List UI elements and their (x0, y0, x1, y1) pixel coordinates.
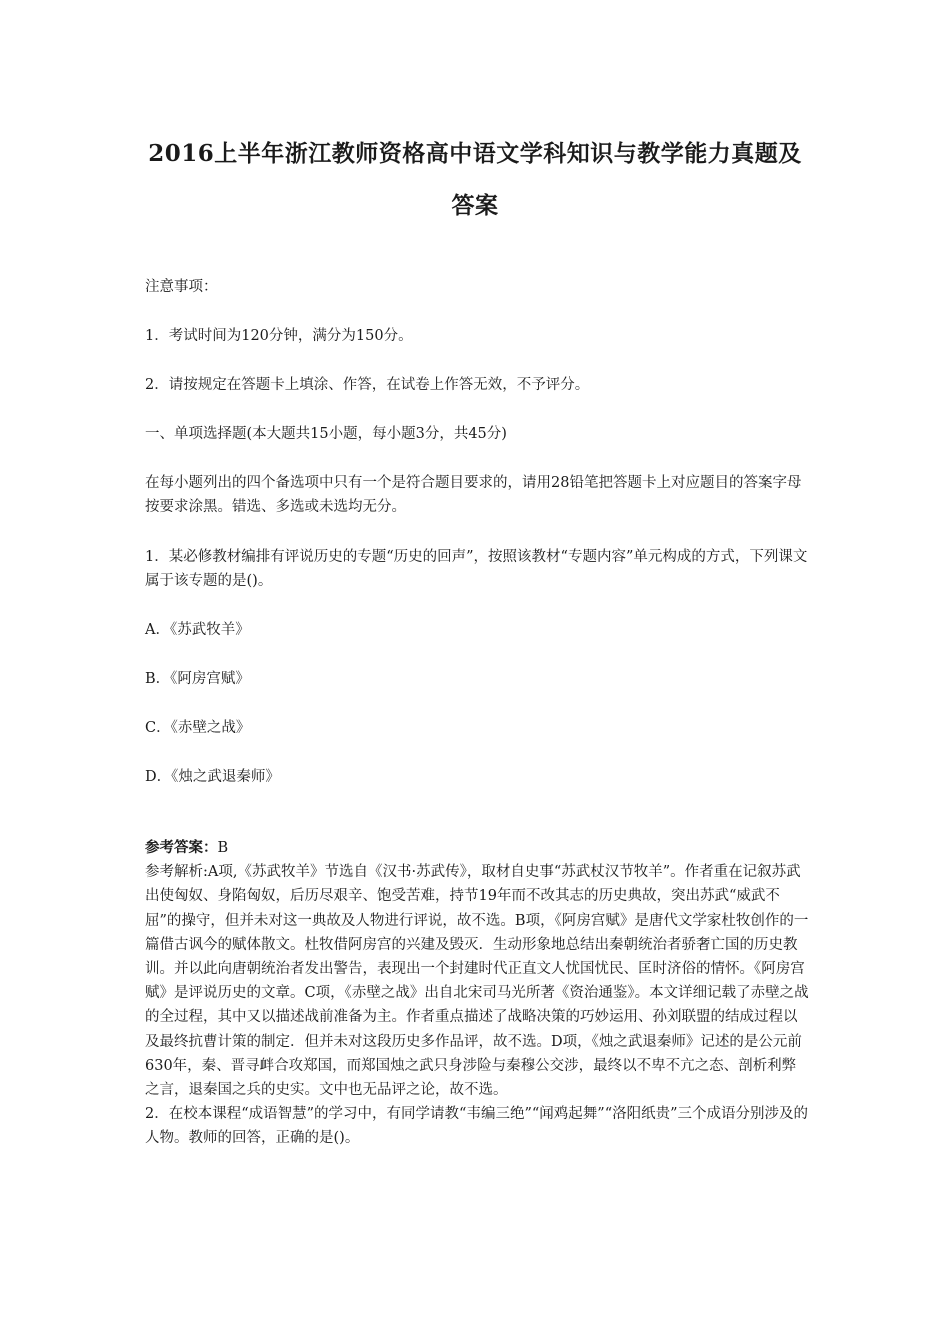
answer-block (145, 836, 810, 1151)
notice-heading: 注意事项： (145, 279, 218, 295)
option-b: B．《阿房宫赋》 (145, 671, 250, 687)
answer-explanation: 参考解析:A项,《苏武牧羊》节选自《汉书·苏武传》，取材自史事“苏武杖汉节牧羊”。作者重在记叙苏武出使匈奴、身陷匈奴，后历尽艰辛、饱受苦难，持节19年而不改其志的历史典故，突出苏武“威武不屈”的操守，但并未对这一典故及人物进行评说，故不选。B项，《阿房宫赋》是唐代文学家杜牧创作的一篇借古讽今的赋体散文。杜牧借阿房宫的兴建及毁灭．生动形象地总结出秦朝统治者骄奢亡国的历史教训。并以此向唐朝统治者发出警告，表现出一个封建时代正直文人忧国忧民、匡时济俗的情怀。《阿房宫赋》是评说历史的文章。C项，《赤壁之战》出自北宋司马光所著《资治通鉴》。本文详细记载了赤壁之战的全过程，其中又以描述战前准备为主。作者重点描述了战略决策的巧妙运用、孙刘联盟的结成过程以及最终抗曹计策的制定．但并未对这段历史多作品评，故不选。D项，《烛之武退秦师》记述的是公元前630年，秦、晋寻衅合攻郑国，而郑国烛之武只身涉险与秦穆公交涉，最终以不卑不亢之态、剖析利弊之言，退秦国之兵的史实。文中也无品评之论，故不选。 (145, 864, 809, 1099)
option-a: A．《苏武牧羊》 (145, 622, 250, 638)
document-title: 2016上半年浙江教师资格高中语文学科知识与教学能力真题及答案 (148, 140, 802, 219)
option-d: D．《烛之武退秦师》 (145, 769, 280, 785)
question-2-stem: 2．在校本课程“成语智慧”的学习中，有同学请教“韦编三绝”“闻鸡起舞”“洛阳纸贵”三个成语分别涉及的人物。教师的回答，正确的是()。 (145, 1106, 809, 1147)
section-instruction: 在每小题列出的四个备选项中只有一个是符合题目要求的，请用28铅笔把答题卡上对应题目的答案字母按要求涂黑。错选、多选或未选均无分。 (145, 475, 802, 515)
question-1-stem: 1．某必修教材编排有评说历史的专题“历史的回声”，按照该教材“专题内容”单元构成的方式，下列课文属于该专题的是()。 (145, 549, 808, 589)
option-c: C．《赤壁之战》 (145, 720, 251, 736)
answer-value: B (217, 840, 229, 856)
rule-item: 2．请按规定在答题卡上填涂、作答，在试卷上作答无效，不予评分。 (145, 377, 590, 393)
answer-label: 参考答案： (145, 839, 218, 856)
answer-line (145, 836, 810, 860)
section-heading: 一、单项选择题(本大题共15小题，每小题3分，共45分) (145, 426, 507, 442)
rule-item: 1．考试时间为120分钟，满分为150分。 (145, 328, 413, 344)
